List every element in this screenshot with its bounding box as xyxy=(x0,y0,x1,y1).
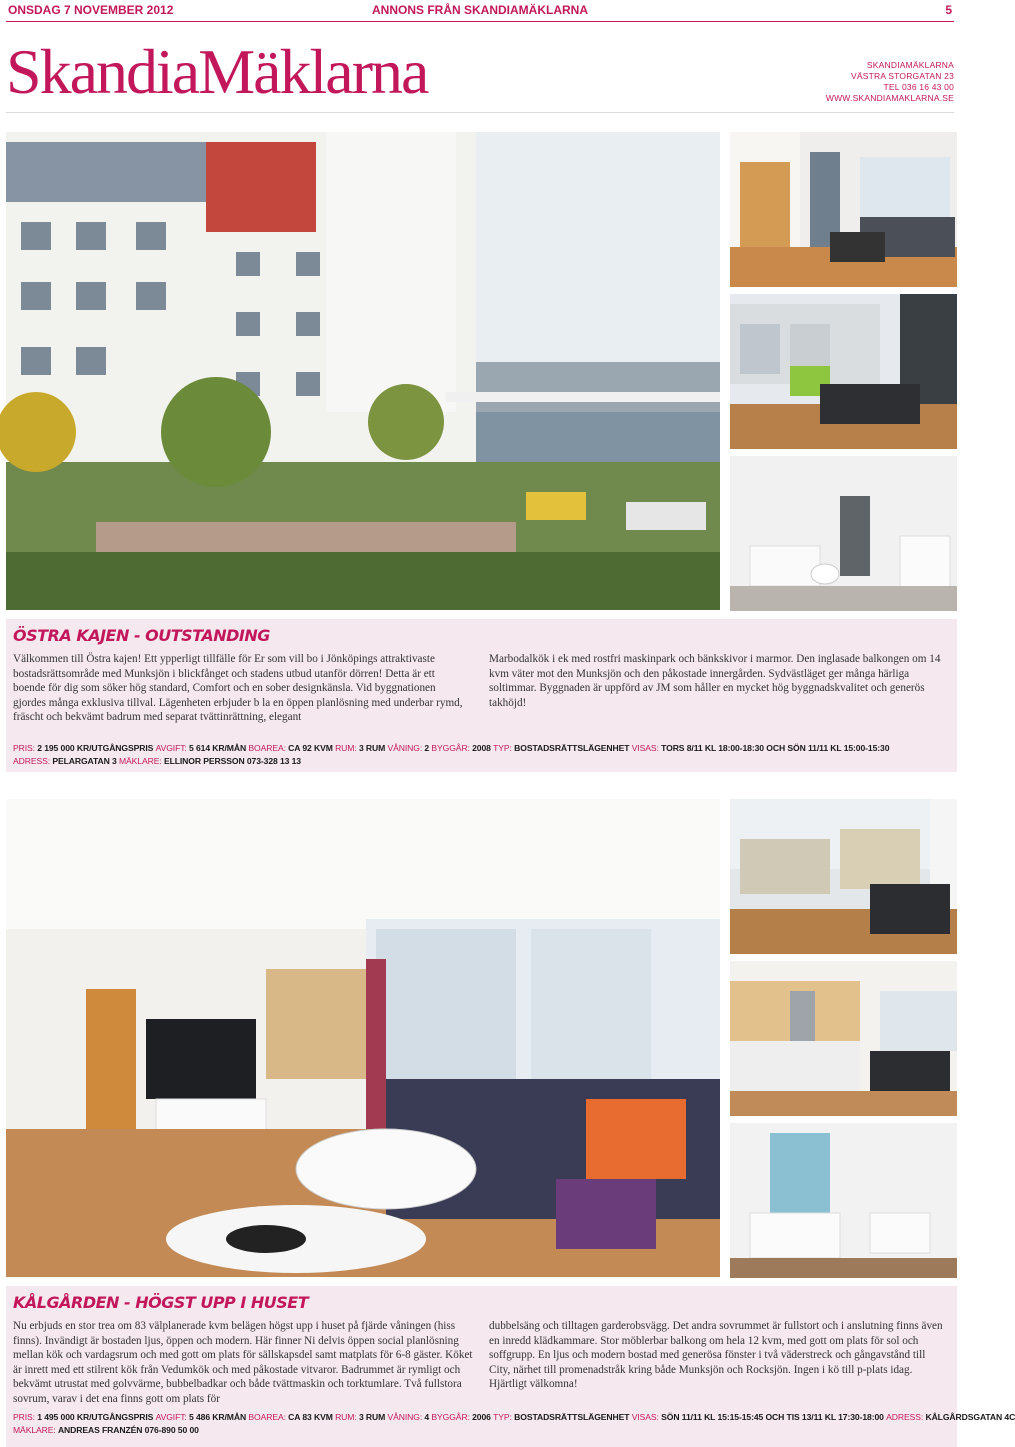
listing-facts-line2 xyxy=(13,755,953,767)
listing-description-left: Nu erbjuds en stor trea om 83 välplanerade kvm belägen högst upp i huset på fjärde våningen (hiss finns). Invändigt är bostaden ljus, öppen och modern. Här finner Ni delvis öppen social planlösning mellan kök och vardagsrum och med gott om plats för sällskapsdel samt matplats för 6-8 gäster. Köket är inrett med ett stilrent kök från Vedumkök och med påkostade vitvaror. Badrummet är rymligt och bekvämt utrustat med golvvärme, bubbelbadkar och både tvättmaskin och torktumlare. Två fullstora sovrum, varav i det ena finns gott om plats för xyxy=(13,1320,473,1405)
fact-value: 3 RUM xyxy=(358,743,388,753)
fact-value: 2008 xyxy=(472,743,494,753)
contact-line: TEL 036 16 43 00 xyxy=(883,82,954,92)
fact-label: TYP: xyxy=(493,743,515,753)
fact-value: 2006 xyxy=(472,1412,494,1422)
photo-balcony-2 xyxy=(730,799,957,954)
fact-label: TYP: xyxy=(493,1412,515,1422)
listing-title: KÅLGÅRDEN - HÖGST UPP I HUSET xyxy=(13,1293,309,1312)
fact-label: VISAS: xyxy=(631,743,662,753)
photo-living-room-2 xyxy=(6,799,720,1277)
fact-value: BOSTADSRÄTTSLÄGENHET xyxy=(514,743,632,753)
fact-label: VISAS: xyxy=(631,1412,662,1422)
fact-value: CA 83 KVM xyxy=(288,1412,336,1422)
page-number: 5 xyxy=(945,3,952,17)
fact-value: 5 486 KR/MÅN xyxy=(189,1412,249,1422)
listing-description-left: Välkommen till Östra kajen! Ett ypperligt tillfälle för Er som vill bo i Jönköpings attraktivaste bostadsrättsområde med Munksjön i blickfånget och stadens utbud utanför dörren! Detta är ett boende för dig som söker hög standard, Comfort och en sober designkänsla. Vid byggnationen gjordes många exklusiva tillval. Lägenheten erbjuder b la en öppen planlösning med underbar rymd, fräscht och bekvämt badrum med separat tvättinrättning, elegant xyxy=(13,653,463,724)
section-label: ANNONS FRÅN SKANDIAMÄKLARNA xyxy=(372,3,588,17)
fact-value: PELARGATAN 3 xyxy=(52,756,119,766)
fact-label: MÄKLARE: xyxy=(13,1425,58,1435)
fact-label: VÅNING: xyxy=(387,1412,425,1422)
brand-logo: SkandiaMäklarna xyxy=(6,36,428,107)
listing-facts-line2 xyxy=(13,1424,953,1436)
fact-label: PRIS: xyxy=(13,1412,38,1422)
brand-contact xyxy=(826,60,954,104)
contact-website[interactable]: WWW.SKANDIAMAKLARNA.SE xyxy=(825,93,954,103)
listing-title: ÖSTRA KAJEN - OUTSTANDING xyxy=(13,626,270,645)
fact-value: CA 92 KVM xyxy=(288,743,336,753)
contact-line: VÄSTRA STORGATAN 23 xyxy=(851,71,954,81)
fact-value: TORS 8/11 KL 18:00-18:30 OCH SÖN 11/11 KL 15:00-15:30 xyxy=(661,743,890,753)
brand-rule xyxy=(6,112,954,113)
listing-facts-line1 xyxy=(13,1411,1015,1423)
fact-label: ADRESS: xyxy=(886,1412,926,1422)
fact-value: SÖN 11/11 KL 15:15-15:45 OCH TIS 13/11 KL 17:30-18:00 xyxy=(661,1412,887,1422)
fact-label: AVGIFT: xyxy=(155,1412,189,1422)
fact-label: BOAREA: xyxy=(248,743,289,753)
listing-description-right: Marbodalkök i ek med rostfri maskinpark och bänkskivor i marmor. Den inglasade balkongen om 14 kvm väter mot den Munksjön och den påkostade innergården. Sydvästläget ger många härliga soltimmar. Byggnaden är uppförd av JM som håller en mycket hög byggnadskvalitet och generös takhöjd! xyxy=(489,653,941,709)
photo-kitchen xyxy=(730,961,957,1116)
fact-label: ADRESS: xyxy=(13,756,53,766)
page-header xyxy=(0,0,960,20)
fact-label: RUM: xyxy=(335,1412,359,1422)
contact-line: SKANDIAMÄKLARNA xyxy=(866,60,954,70)
listing-facts-line1 xyxy=(13,742,953,754)
fact-value: 1 495 000 KR/UTGÅNGSPRIS xyxy=(37,1412,156,1422)
header-rule xyxy=(6,21,954,22)
photo-exterior-courtyard xyxy=(6,132,720,610)
fact-label: BYGGÅR: xyxy=(431,743,473,753)
fact-label: RUM: xyxy=(335,743,359,753)
fact-label: AVGIFT: xyxy=(155,743,189,753)
listing-description-right: dubbelsäng och tilltagen garderobsvägg. Det andra sovrummet är fullstort och i anslutning finns även en inredd klädkammare. Stor möblerbar balkong om hela 12 kvm, med gott om plats för sol och soffgrupp. En ljus och modern bostad med generösa fönster i två väderstreck och gångavstånd till City, närhet till promenadstråk kring både Munksjön och Rocksjön. Ingen i kö till p-plats idag. Hjärtligt välkomna! xyxy=(489,1320,943,1391)
fact-value: 3 RUM xyxy=(358,1412,388,1422)
fact-value: BOSTADSRÄTTSLÄGENHET xyxy=(514,1412,632,1422)
fact-value: ANDREAS FRANZÉN 076-890 50 00 xyxy=(57,1425,199,1435)
fact-label: BOAREA: xyxy=(248,1412,289,1422)
fact-value: KÅLGÅRDSGATAN 4C xyxy=(925,1412,1015,1422)
fact-value: 5 614 KR/MÅN xyxy=(189,743,249,753)
fact-value: 4 xyxy=(424,1412,432,1422)
fact-value: ELLINOR PERSSON 073-328 13 13 xyxy=(163,756,301,766)
fact-label: VÅNING: xyxy=(387,743,425,753)
photo-bathroom-1 xyxy=(730,456,957,611)
issue-date: ONSDAG 7 NOVEMBER 2012 xyxy=(8,3,174,17)
photo-living-room-1 xyxy=(730,132,957,287)
fact-label: BYGGÅR: xyxy=(431,1412,473,1422)
fact-value: 2 195 000 KR/UTGÅNGSPRIS xyxy=(37,743,156,753)
fact-value: 2 xyxy=(424,743,432,753)
photo-bathroom-2 xyxy=(730,1123,957,1278)
photo-glazed-balcony xyxy=(730,294,957,449)
fact-label: MÄKLARE: xyxy=(118,756,164,766)
fact-label: PRIS: xyxy=(13,743,38,753)
